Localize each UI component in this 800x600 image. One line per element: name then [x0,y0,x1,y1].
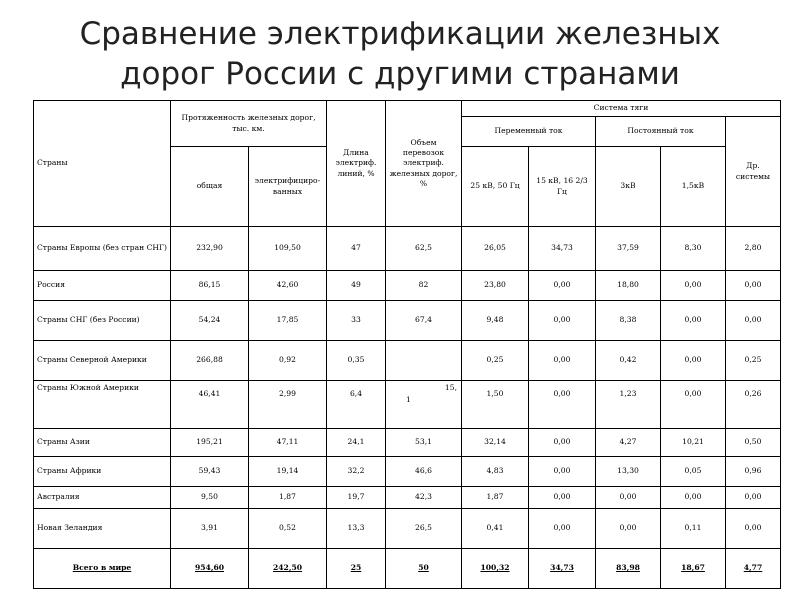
header-traffic-share: Объем перевозок электриф. железных дорог, % [386,101,462,227]
traffic-share-cell [386,381,462,429]
country-cell: Страны Африки [34,457,171,487]
length-total-cell: 3,91 [171,509,249,549]
ac-15kv-cell: 0,00 [529,429,596,457]
header-electrified-share: Длина электриф. линий, % [327,101,386,227]
length-electrified-cell: 109,50 [249,227,327,271]
header-ac: Переменный ток [462,117,596,147]
total-dc-3kv-cell: 83,98 [596,549,661,589]
traffic-share-cell: 42,3 [386,487,462,509]
dc-3kv-cell: 18,80 [596,271,661,301]
country-cell: Австралия [34,487,171,509]
table-row [34,227,781,271]
other-cell: 0,00 [726,487,781,509]
table-row [34,381,781,429]
length-electrified-cell: 19,14 [249,457,327,487]
country-cell: Страны Северной Америки [34,341,171,381]
total-length-cell: 954,60 [171,549,249,589]
length-total-cell: 9,50 [171,487,249,509]
ac-15kv-cell: 0,00 [529,509,596,549]
country-cell: Страны Азии [34,429,171,457]
comparison-table-wrapper [33,100,781,589]
dc-3kv-cell: 1,23 [596,381,661,429]
other-cell: 0,00 [726,301,781,341]
length-electrified-cell: 47,11 [249,429,327,457]
other-cell: 0,25 [726,341,781,381]
dc-15kv-cell: 10,21 [661,429,726,457]
other-cell: 2,80 [726,227,781,271]
country-cell: Новая Зеландия [34,509,171,549]
country-cell: Россия [34,271,171,301]
length-electrified-cell: 1,87 [249,487,327,509]
total-electrified-cell: 242,50 [249,549,327,589]
dc-15kv-cell: 8,30 [661,227,726,271]
header-dc-3kv: 3кВ [596,147,661,227]
ac-15kv-cell: 0,00 [529,301,596,341]
total-ac-15kv-cell: 34,73 [529,549,596,589]
ac-15kv-cell: 34,73 [529,227,596,271]
other-cell: 0,96 [726,457,781,487]
length-electrified-cell: 2,99 [249,381,327,429]
dc-15kv-cell: 0,00 [661,381,726,429]
traffic-share-cell: 62,5 [386,227,462,271]
country-cell: Страны Европы (без стран СНГ) [34,227,171,271]
electrified-share-cell: 24,1 [327,429,386,457]
other-cell: 0,50 [726,429,781,457]
header-ac-25kv: 25 кВ, 50 Гц [462,147,529,227]
table-row [34,341,781,381]
table-row [34,429,781,457]
dc-3kv-cell: 13,30 [596,457,661,487]
length-total-cell: 266,88 [171,341,249,381]
ac-15kv-cell: 0,00 [529,457,596,487]
ac-25kv-cell: 32,14 [462,429,529,457]
electrified-share-cell: 32,2 [327,457,386,487]
slide-title [0,14,800,94]
length-total-cell: 46,41 [171,381,249,429]
traffic-share-cell: 67,4 [386,301,462,341]
header-countries: Страны [34,101,171,227]
length-total-cell: 59,43 [171,457,249,487]
ac-25kv-cell: 0,41 [462,509,529,549]
total-traffic-cell: 50 [386,549,462,589]
length-electrified-cell: 0,52 [249,509,327,549]
ac-25kv-cell: 1,87 [462,487,529,509]
electrified-share-cell: 47 [327,227,386,271]
total-ac-25kv-cell: 100,32 [462,549,529,589]
ac-15kv-cell: 0,00 [529,341,596,381]
electrified-share-cell: 19,7 [327,487,386,509]
table-row [34,301,781,341]
traffic-share-fragment-b: 1 [406,395,411,404]
ac-25kv-cell: 0,25 [462,341,529,381]
dc-15kv-cell: 0,00 [661,341,726,381]
table-row [34,487,781,509]
ac-15kv-cell: 0,00 [529,487,596,509]
ac-25kv-cell: 4,83 [462,457,529,487]
other-cell: 0,00 [726,271,781,301]
electrification-comparison-table [33,100,781,589]
dc-15kv-cell: 0,00 [661,271,726,301]
ac-25kv-cell: 9,48 [462,301,529,341]
dc-3kv-cell: 0,00 [596,487,661,509]
slide-title-line-2: дорог России с другими странами [120,56,680,92]
length-electrified-cell: 17,85 [249,301,327,341]
length-total-cell: 195,21 [171,429,249,457]
ac-25kv-cell: 23,80 [462,271,529,301]
table-row [34,457,781,487]
ac-25kv-cell: 26,05 [462,227,529,271]
traffic-share-cell: 82 [386,271,462,301]
total-dc-15kv-cell: 18,67 [661,549,726,589]
length-total-cell: 232,90 [171,227,249,271]
total-label-cell: Всего в мире [34,549,171,589]
country-cell: Страны Южной Америки [34,381,171,429]
other-cell: 0,00 [726,509,781,549]
dc-3kv-cell: 0,42 [596,341,661,381]
header-dc-15kv: 1,5кВ [661,147,726,227]
header-length-total: общая [171,147,249,227]
length-total-cell: 86,15 [171,271,249,301]
other-cell: 0,26 [726,381,781,429]
header-length-electrified: электрифициро-ванных [249,147,327,227]
traffic-share-cell: 46,6 [386,457,462,487]
electrified-share-cell: 6,4 [327,381,386,429]
header-dc: Постоянный ток [596,117,726,147]
dc-15kv-cell: 0,00 [661,301,726,341]
electrified-share-cell: 49 [327,271,386,301]
header-ac-15kv: 15 кВ, 16 2/3 Гц [529,147,596,227]
table-row [34,271,781,301]
country-cell: Страны СНГ (без России) [34,301,171,341]
table-row [34,509,781,549]
traffic-share-cell [386,341,462,381]
traffic-share-fragment-a: 15, [444,383,457,392]
dc-15kv-cell: 0,00 [661,487,726,509]
header-traction-system: Система тяги [462,101,781,117]
length-electrified-cell: 42,60 [249,271,327,301]
length-electrified-cell: 0,92 [249,341,327,381]
ac-25kv-cell: 1,50 [462,381,529,429]
header-length-group: Протяженность железных дорог, тыс. км. [171,101,327,147]
dc-3kv-cell: 4,27 [596,429,661,457]
length-total-cell: 54,24 [171,301,249,341]
total-row [34,549,781,589]
dc-3kv-cell: 37,59 [596,227,661,271]
slide-title-line-1: Сравнение электрификации железных [79,16,721,52]
total-other-cell: 4,77 [726,549,781,589]
dc-15kv-cell: 0,11 [661,509,726,549]
traffic-share-cell: 26,5 [386,509,462,549]
ac-15kv-cell: 0,00 [529,271,596,301]
header-row-1 [34,101,781,117]
ac-15kv-cell: 0,00 [529,381,596,429]
dc-15kv-cell: 0,05 [661,457,726,487]
electrified-share-cell: 33 [327,301,386,341]
traffic-share-cell: 53,1 [386,429,462,457]
header-other: Др. системы [726,117,781,227]
total-share-cell: 25 [327,549,386,589]
dc-3kv-cell: 8,38 [596,301,661,341]
electrified-share-cell: 13,3 [327,509,386,549]
electrified-share-cell: 0,35 [327,341,386,381]
dc-3kv-cell: 0,00 [596,509,661,549]
